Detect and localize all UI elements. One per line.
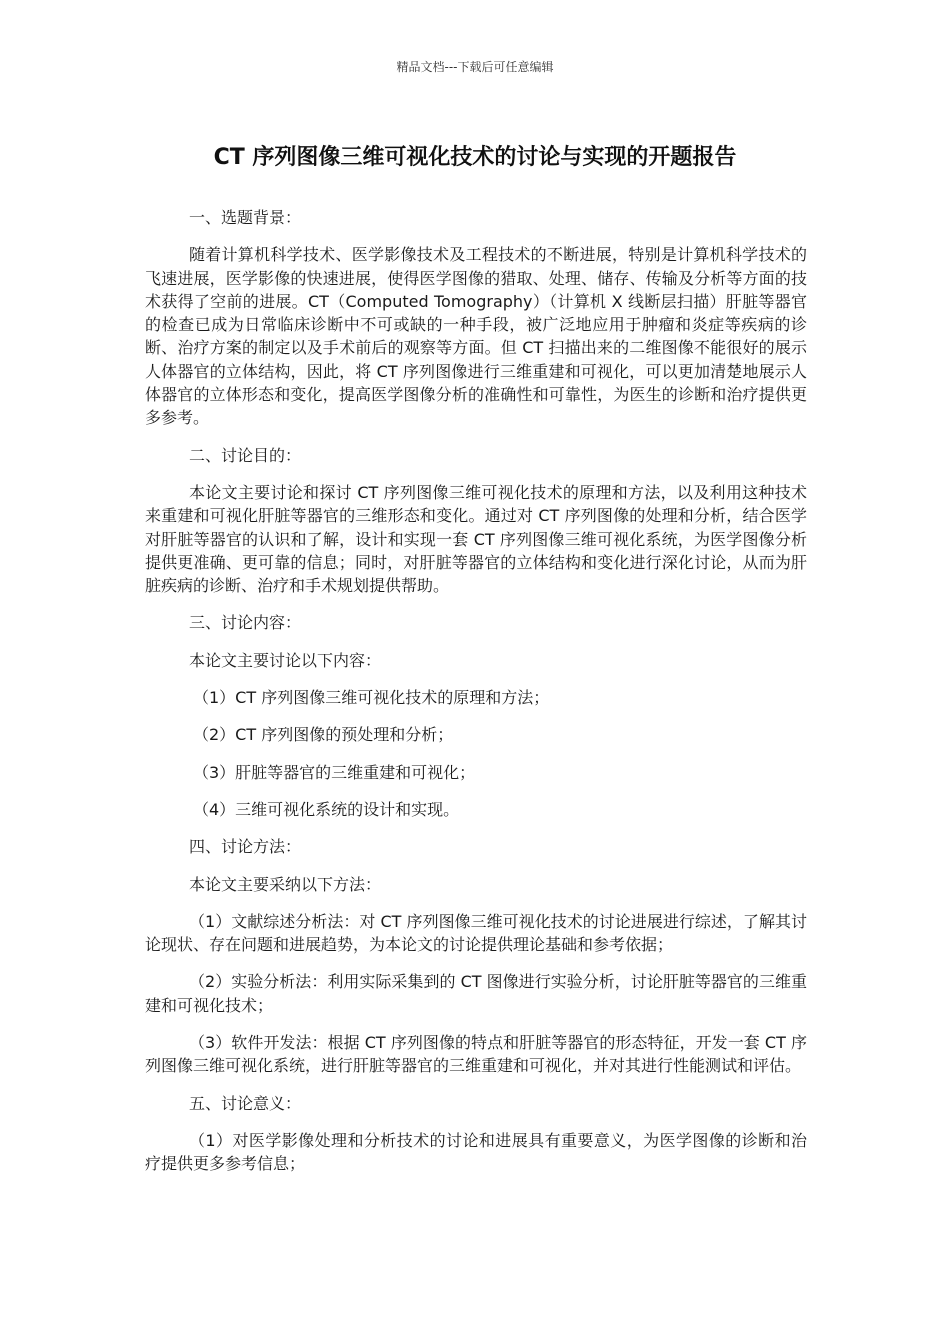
section-heading-background: 一、选题背景：	[189, 208, 302, 227]
list-item-content-2: （2）CT 序列图像的预处理和分析；	[193, 725, 454, 745]
section-heading-method: 四、讨论方法：	[189, 837, 302, 857]
list-item-content-4: （4）三维可视化系统的设计和实现。	[193, 799, 460, 819]
header-note: 精品文档---下载后可任意编辑	[396, 60, 554, 74]
document-body	[145, 206, 807, 1190]
document-title: CT 序列图像三维可视化技术的讨论与实现的开题报告	[213, 145, 737, 170]
paragraph-method-1: （1）文献综述分析法：对 CT 序列图像三维可视化技术的讨论进展进行综述，了解其讨论现状、存在问题和进展趋势，为本论文的讨论提供理论基础和参考依据；	[145, 911, 807, 955]
paragraph-method-3: （3）软件开发法：根据 CT 序列图像的特点和肝脏等器官的形态特征，开发一套 CT 序列图像三维可视化系统，进行肝脏等器官的三维重建和可视化，并对其进行性能测试和评估。	[145, 1033, 807, 1076]
section-heading-content: 三、讨论内容：	[189, 613, 302, 633]
paragraph-significance-1: （1）对医学影像处理和分析技术的讨论和进展具有重要意义，为医学图像的诊断和治疗提供更多参考信息；	[145, 1130, 807, 1174]
section-heading-significance: 五、讨论意义：	[189, 1093, 302, 1113]
list-item-content-3: （3）肝脏等器官的三维重建和可视化；	[193, 762, 476, 782]
list-item-content-1: （1）CT 序列图像三维可视化技术的原理和方法；	[193, 688, 550, 708]
paragraph-background: 随着计算机科学技术、医学影像技术及工程技术的不断进展，特别是计算机科学技术的飞速进展，医学影像的快速进展，使得医学图像的猎取、处理、储存、传输及分析等方面的技术获得了空前的进展。CT（Computed Tomography）（计算机 X 线断层扫描）肝脏等器官的检查已成为日常临床诊断中不可或缺的一种手段，被广泛地应用于肿瘤和炎症等疾病的诊断、治疗方案的制定以及手术前后的观察等方面。但 CT 扫描出来的二维图像不能很好的展示人体器官的立体结构，因此，将 CT 序列图像进行三维重建和可视化，可以更加清楚地展示人体器官的立体形态和变化，提高医学图像分析的准确性和可靠性，为医生的诊断和治疗提供更多参考。	[145, 245, 807, 428]
section-heading-purpose: 二、讨论目的：	[189, 445, 302, 465]
paragraph-method-intro: 本论文主要采纳以下方法：	[189, 874, 382, 894]
paragraph-purpose: 本论文主要讨论和探讨 CT 序列图像三维可视化技术的原理和方法，以及利用这种技术来重建和可视化肝脏等器官的三维形态和变化。通过对 CT 序列图像的处理和分析，结合医学对肝脏等器官的认识和了解，设计和实现一套 CT 序列图像三维可视化系统，为医学图像分析提供更准确、更可靠的信息；同时，对肝脏等器官的立体结构和变化进行深化讨论，从而为肝脏疾病的诊断、治疗和手术规划提供帮助。	[145, 482, 807, 596]
paragraph-content-intro: 本论文主要讨论以下内容：	[189, 650, 382, 670]
paragraph-method-2: （2）实验分析法：利用实际采集到的 CT 图像进行实验分析，讨论肝脏等器官的三维重建和可视化技术；	[145, 972, 807, 1015]
